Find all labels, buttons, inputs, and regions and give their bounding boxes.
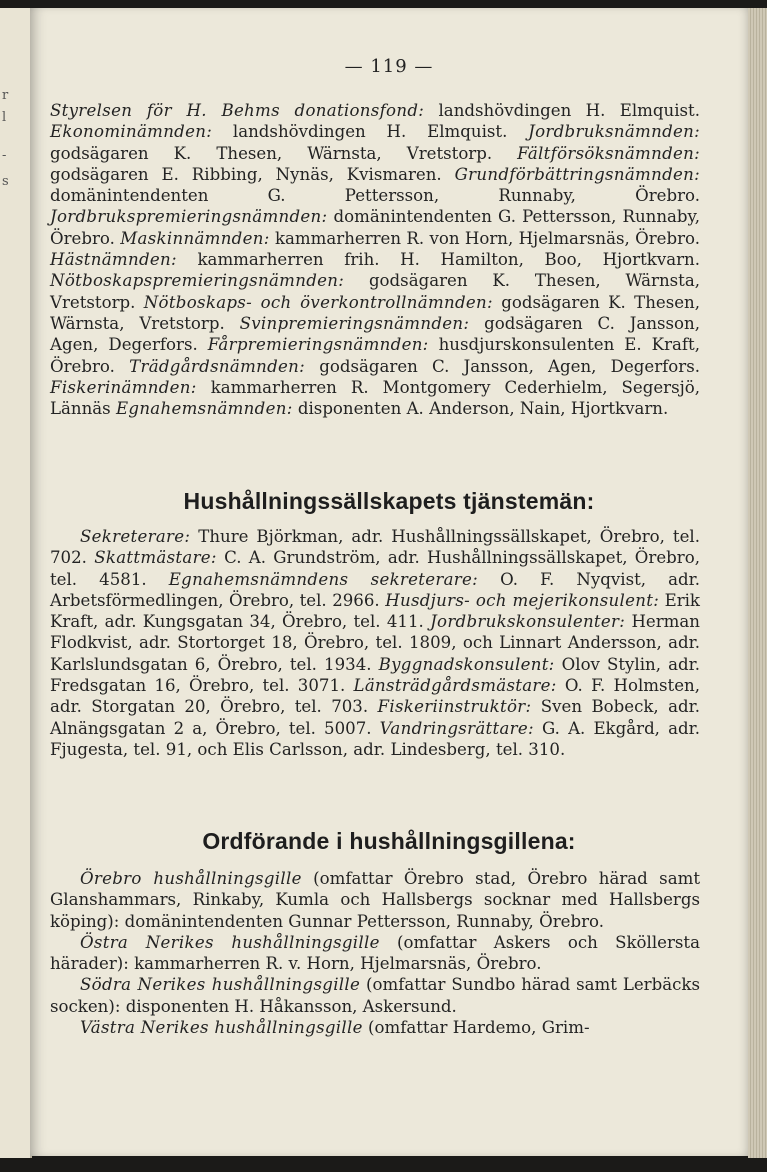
body-text: O. F. Nyqvist, adr. Arbetsförmedlingen, Örebro, tel. 2966. (50, 569, 700, 610)
italic-term: Länsträdgårdsmästare: (353, 676, 557, 696)
body-text: disponenten A. Anderson, Nain, Hjortkvarn. (292, 399, 669, 419)
body-text: kammarherren frih. H. Hamilton, Boo, Hjortkvarn. (176, 250, 700, 270)
italic-term: Fiskerinämnden: (50, 377, 197, 397)
chairman-paragraph (50, 932, 700, 975)
body-text: godsägaren K. Thesen, Wärnsta, Vretstorp. (50, 143, 518, 163)
italic-term: Grundförbättringsnämnden: (454, 164, 700, 184)
italic-term: Hästnämnden: (50, 250, 177, 270)
body-text: kammarherren R. von Horn, Hjelmarsnäs, Örebro. (269, 228, 700, 248)
body-text: Thure Björkman, adr. Hushållningssällskapet, Örebro, tel. 702. (50, 527, 700, 568)
italic-term: Styrelsen för H. Behms donationsfond: (50, 101, 425, 120)
page-number: — 119 — (344, 56, 434, 77)
body-text: Olov Stylin, adr. Fredsgatan 16, Örebro, tel. 3071. (50, 654, 700, 696)
body-text: (omfattar Sundbo härad samt Lerbäcks socken): disponenten H. Håkansson, Askersund. (50, 975, 700, 1016)
body-text: godsägaren E. Ribbing, Nynäs, Kvismaren. (50, 164, 455, 184)
body-text: husdjurskonsulenten E. Kraft, Örebro. (50, 335, 700, 376)
italic-term: Fiskeriinstruktör: (377, 697, 532, 717)
chairmen-section (50, 868, 700, 1038)
body-text: godsägaren K. Thesen, Wärnsta, Vretstorp. (50, 292, 701, 333)
body-text: domänintendenten G. Pettersson, Runnaby, Örebro. (50, 207, 700, 248)
body-text: (omfattar Örebro stad, Örebro härad samt Glanshammars, Rinkaby, Kumla och Hallsbergs socknar med Hallsbergs köping): domänintendenten Gunnar Pettersson, Runnaby, Örebro. (50, 869, 700, 931)
committees-paragraph (50, 100, 700, 419)
body-text: O. F. Holmsten, adr. Storgatan 20, Örebro, tel. 703. (50, 676, 700, 717)
italic-term: Maskinnämnden: (120, 228, 270, 248)
italic-term: Sekreterare: (80, 527, 191, 546)
heading-chairmen: Ordförande i hushållningsgillena: (202, 828, 576, 854)
left-margin-mark: r (2, 88, 9, 103)
italic-term: Västra Nerikes hushållningsgille (80, 1018, 363, 1038)
left-margin-mark: s (2, 174, 9, 189)
body-text: landshövdingen H. Elmquist. (424, 101, 700, 120)
body-text: kammarherren R. Montgomery Cederhielm, Segersjö, Lännäs (50, 377, 700, 419)
body-text: Erik Kraft, adr. Kungsgatan 34, Örebro, tel. 411. (50, 590, 700, 632)
officials-text (50, 526, 700, 760)
body-text: Sven Bobeck, adr. Alnängsgatan 2 a, Örebro, tel. 5007. (50, 697, 700, 738)
body-text: G. A. Ekgård, adr. Fjugesta, tel. 91, och Elis Carlsson, adr. Lindesberg, tel. 310. (50, 718, 700, 759)
italic-term: Östra Nerikes hushållningsgille (80, 932, 380, 952)
italic-term: Byggnadskonsulent: (378, 654, 555, 674)
italic-term: Nötboskapspremieringsnämnden: (50, 271, 345, 291)
italic-term: Jordbruksnämnden: (528, 122, 700, 142)
italic-term: Egnahemsnämndens sekreterare: (168, 569, 479, 589)
chairman-paragraph (50, 1017, 700, 1038)
body-text: landshövdingen H. Elmquist. (212, 122, 529, 142)
italic-term: Nötboskaps- och överkontrollnämnden: (143, 292, 493, 312)
chairman-paragraph (50, 974, 700, 1017)
book-page (30, 8, 748, 1156)
body-text: godsägaren C. Jansson, Agen, Degerfors. (305, 356, 700, 376)
italic-term: Södra Nerikes hushållningsgille (80, 975, 361, 995)
committees-text (50, 100, 700, 419)
page-stack-edge (748, 8, 767, 1158)
italic-term: Fältförsöksnämnden: (517, 143, 700, 163)
italic-term: Ekonominämnden: (50, 122, 213, 142)
body-text: godsägaren K. Thesen, Wärnsta, Vretstorp. (50, 271, 700, 312)
body-text: Herman Flodkvist, adr. Stortorget 18, Örebro, tel. 1809, och Linnart Andersson, adr. Karlslundsgatan 6, Örebro, tel. 1934. (50, 612, 700, 674)
heading-officials: Hushållningssällskapets tjänstemän: (183, 488, 595, 514)
italic-term: Vandringsrättare: (379, 718, 534, 738)
chairman-paragraph (50, 868, 700, 932)
italic-term: Jordbrukskonsulenter: (430, 612, 626, 632)
body-text: C. A. Grundström, adr. Hushållningssällskapet, Örebro, tel. 4581. (50, 548, 700, 589)
italic-term: Örebro hushållningsgille (80, 869, 302, 888)
left-margin-mark: l (2, 110, 7, 125)
italic-term: Husdjurs- och mejerikonsulent: (385, 590, 660, 610)
italic-term: Svinpremieringsnämnden: (239, 313, 470, 333)
body-text: domänintendenten G. Pettersson, Runnaby, Örebro. (50, 186, 700, 206)
italic-term: Jordbrukspremieringsnämnden: (50, 207, 328, 227)
italic-term: Skattmästare: (94, 548, 217, 568)
body-text: godsägaren C. Jansson, Agen, Degerfors. (50, 313, 700, 355)
left-page-edge (0, 8, 32, 1158)
italic-term: Egnahemsnämnden: (115, 399, 293, 419)
officials-paragraph (50, 526, 700, 760)
italic-term: Fårpremieringsnämnden: (207, 335, 429, 355)
body-text: (omfattar Askers och Sköllersta härader): kammarherren R. v. Horn, Hjelmarsnäs, Örebro. (50, 932, 700, 974)
body-text: (omfattar Hardemo, Grim- (362, 1018, 590, 1038)
left-margin-mark: - (2, 148, 7, 163)
italic-term: Trädgårdsnämnden: (129, 356, 306, 376)
